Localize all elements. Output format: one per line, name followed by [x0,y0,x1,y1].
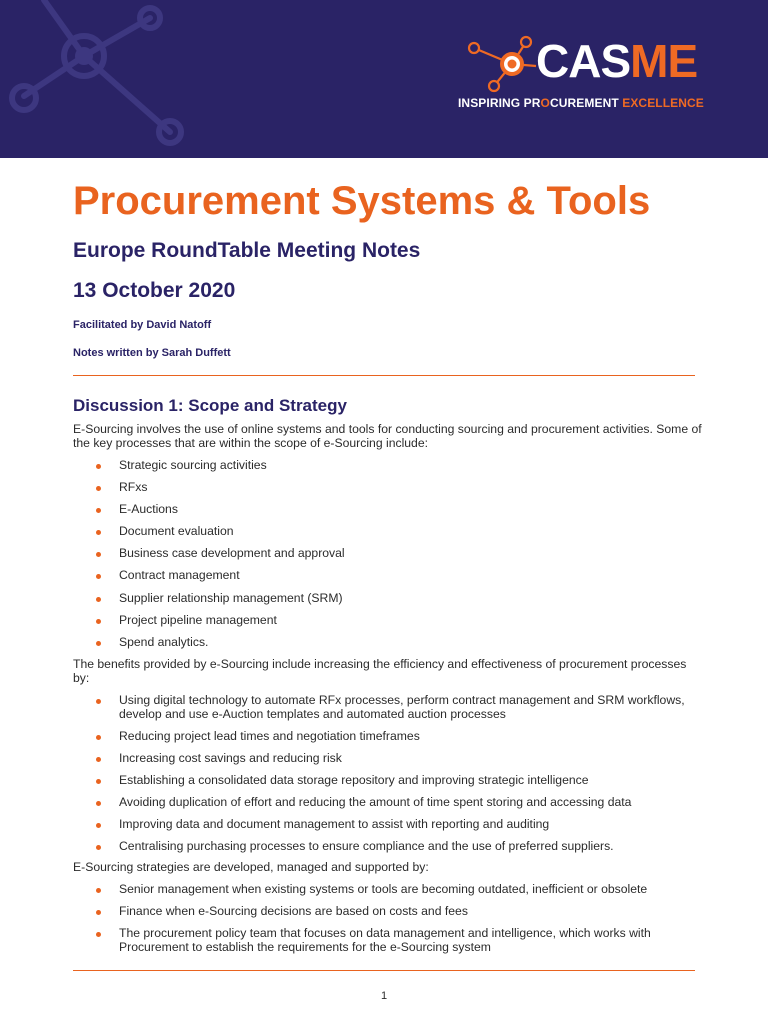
document-title: Procurement Systems & Tools [73,179,651,223]
list-item: Strategic sourcing activities [73,459,703,473]
list-item: Contract management [73,569,703,583]
section-intro-paragraph: E-Sourcing involves the use of online systems and tools for conducting sourcing and procurement activities. Some of the key processes that are within the scope of e-Sourcing include: [73,422,702,450]
list-item: Increasing cost savings and reducing risk [73,752,703,766]
list-item: Avoiding duplication of effort and reducing the amount of time spent storing and accessing data [73,796,703,810]
list-item: E-Auctions [73,503,703,517]
list-item: Reducing project lead times and negotiation timeframes [73,730,703,744]
notes-author-credit: Notes written by Sarah Duffett [73,347,231,359]
list-item: Establishing a consolidated data storage repository and improving strategic intelligence [73,774,703,788]
benefits-intro-paragraph: The benefits provided by e-Sourcing include increasing the efficiency and effectiveness of procurement processes by: [73,657,687,685]
casme-logo[interactable] [456,30,726,116]
tagline-part-1: INSPIRING PR [458,96,541,110]
logo-wordmark [536,35,698,87]
logo-wordmark-me: ME [630,35,698,87]
document-subtitle: Europe RoundTable Meeting Notes [73,239,421,262]
divider-bottom [73,970,695,971]
logo-molecule-icon [462,34,538,94]
list-item: Improving data and document management to assist with reporting and auditing [73,818,703,832]
list-item: Using digital technology to automate RFx processes, perform contract management and SRM workflows, develop and use e-Auction templates and automated auction processes [73,694,703,721]
list-item: Project pipeline management [73,614,703,628]
divider-top [73,375,695,376]
list-item: Document evaluation [73,525,703,539]
list-item: Spend analytics. [73,636,703,650]
list-item: Centralising purchasing processes to ensure compliance and the use of preferred suppliers. [73,840,703,854]
tagline-part-2: O [540,96,550,110]
strategy-list [73,883,703,963]
scope-list [73,459,703,658]
list-item: Finance when e-Sourcing decisions are based on costs and fees [73,905,703,919]
page-number: 1 [380,990,388,1002]
section-heading: Discussion 1: Scope and Strategy [73,396,347,415]
logo-tagline [458,96,704,110]
list-item: RFxs [73,481,703,495]
logo-wordmark-cas: CAS [536,35,631,87]
network-graphic-icon [0,0,300,158]
tagline-part-4: EXCELLENCE [622,96,704,110]
list-item: Business case development and approval [73,547,703,561]
meeting-date: 13 October 2020 [73,279,236,302]
list-item: The procurement policy team that focuses on data management and intelligence, which works with Procurement to establish the requirements for the e-Sourcing system [73,927,703,954]
benefits-list [73,694,703,862]
facilitator-credit: Facilitated by David Natoff [73,319,212,331]
page-header-banner [0,0,768,158]
list-item: Supplier relationship management (SRM) [73,592,703,606]
tagline-part-3: CUREMENT [549,96,623,110]
list-item: Senior management when existing systems or tools are becoming outdated, inefficient or obsolete [73,883,703,897]
strategy-intro-paragraph: E-Sourcing strategies are developed, managed and supported by: [73,860,429,874]
